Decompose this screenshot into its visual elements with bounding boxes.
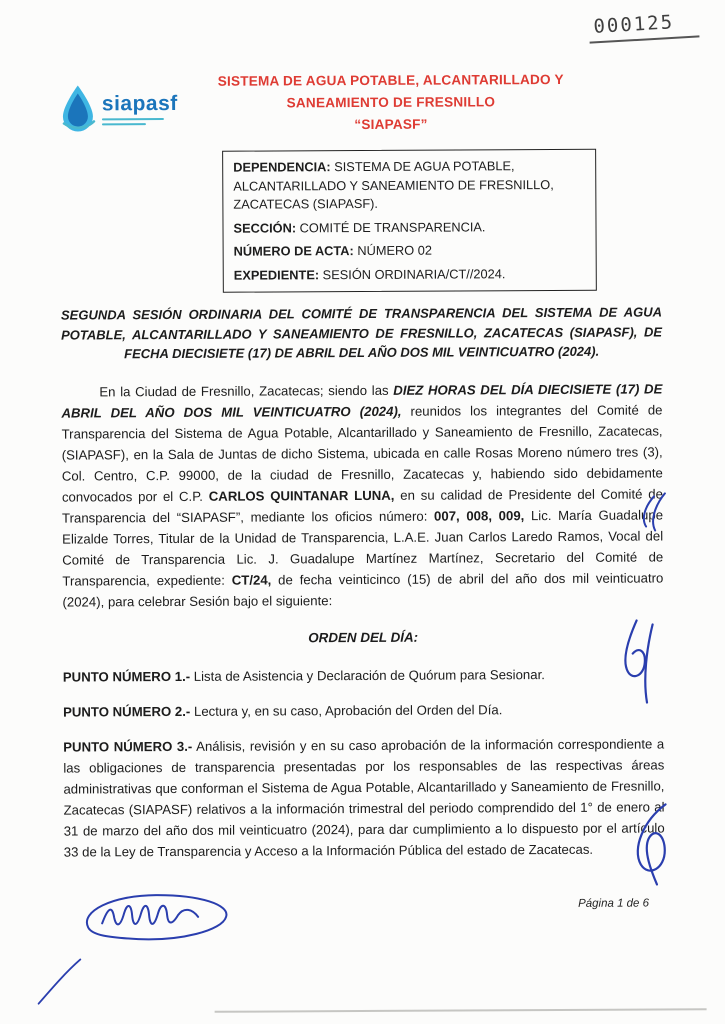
orden-del-dia-heading: ORDEN DEL DÍA:	[308, 629, 419, 645]
intro-text: en su calidad de Presidente del Comité de Transparencia del “SIAPASF”, mediante los oficios número:	[61, 485, 663, 526]
info-value: COMITÉ DE TRANSPARENCIA.	[296, 218, 486, 235]
siapasf-logo	[58, 77, 178, 142]
punto-label: PUNTO NÚMERO 2.-	[63, 703, 191, 720]
document-body	[61, 302, 665, 876]
info-label: EXPEDIENTE:	[233, 266, 320, 283]
intro-text: Lic. María Guadalupe Elizalde Torres, Titular de la Unidad de Transparencia, L.A.E. Juan Carlos Laredo Ramos, Vocal del Comité de Transparencia Lic. J. Guadalupe Martínez Martínez, Secretario del Comité de Transparencia, expediente:	[62, 506, 664, 589]
intro-text: de fecha veinticinco (15) de abril del año dos mil veinticuatro (2024), para celebrar Sesión bajo el siguiente:	[62, 569, 664, 610]
punto-text: Lista de Asistencia y Declaración de Quórum para Sesionar.	[190, 666, 545, 684]
logo-brand-text: siapasf	[101, 91, 178, 116]
punto-text: Análisis, revisión y en su caso aprobación de la información correspondiente a las obligaciones de transparencia presentadas por los responsables de las respectivas áreas administrativas que conforman el Sistema de Agua Potable, Alcantarillado y Saneamiento de Fresnillo, Zacatecas (SIAPASF) relativos a la información trimestral del periodo comprendido del 1° de enero al 31 de marzo del año dos mil veinticuatro (2024), para dar cumplimiento a lo dispuesto por el artículo 33 de la Ley de Transparencia y Acceso a la Información Pública del estado de Zacatecas.	[63, 735, 665, 860]
ink-mark	[30, 951, 90, 1011]
expediente-bold: CT/24,	[231, 571, 272, 588]
document-title	[166, 69, 616, 137]
punto-label: PUNTO NÚMERO 3.-	[63, 738, 193, 755]
punto-label: PUNTO NÚMERO 1.-	[62, 668, 191, 685]
intro-paragraph	[61, 378, 663, 612]
folio-stamp-number: 000125	[592, 11, 675, 38]
info-box	[222, 149, 597, 293]
punto-item-2	[63, 698, 664, 722]
title-line-2: SANEAMIENTO DE FRESNILLO	[286, 94, 496, 111]
title-line-1: SISTEMA DE AGUA POTABLE, ALCANTARILLADO Y	[217, 71, 564, 89]
info-value: SESIÓN ORDINARIA/CT//2024.	[319, 265, 506, 282]
info-label: NÚMERO DE ACTA:	[233, 243, 354, 259]
president-name-bold: CARLOS QUINTANAR LUNA,	[208, 487, 395, 504]
info-value: NÚMERO 02	[353, 242, 433, 259]
ink-signature	[72, 887, 247, 950]
intro-datetime-bold: DIEZ HORAS DEL DÍA DIECISIETE (17) DE ABRIL DEL AÑO DOS MIL VEINTICUATRO (2024),	[61, 380, 663, 421]
info-row-dependencia	[233, 157, 585, 214]
punto-item-3	[63, 733, 665, 862]
info-label: DEPENDENCIA:	[233, 159, 331, 175]
info-row-expediente	[234, 264, 586, 284]
oficio-numbers-bold: 007, 008, 009,	[433, 507, 525, 524]
water-drop-icon	[58, 83, 98, 135]
info-row-numero-de-acta	[234, 241, 586, 261]
session-heading: SEGUNDA SESIÓN ORDINARIA DEL COMITÉ DE TRANSPARENCIA DEL SISTEMA DE AGUA POTABLE, ALCANTARILLADO Y SANEAMIENTO DE FRESNILLO, ZACATECAS (SIAPASF), DE FECHA DIECISIETE (17) DE ABRIL DEL AÑO DOS MIL VEINTICUATRO (2024).	[60, 304, 663, 362]
info-label: SECCIÓN:	[233, 219, 297, 236]
info-row-seccion	[233, 217, 585, 237]
page-number: Página 1 de 6	[578, 897, 650, 910]
intro-text: En la Ciudad de Fresnillo, Zacatecas; siendo las	[99, 382, 394, 399]
punto-text: Lectura y, en su caso, Aprobación del Orden del Día.	[190, 701, 503, 719]
intro-text: reunidos los integrantes del Comité de Transparencia del Sistema de Agua Potable, Alcantarillado y Saneamiento de Fresnillo, Zacatecas, (SIAPASF), en la Sala de Juntas de dicho Sistema, ubicada en calle Rosas Moreno número tres (3), Col. Centro, C.P. 99000, de la ciudad de Fresnillo, Zacatecas y, habiendo sido debidamente convocados por el C.P.	[61, 401, 663, 505]
scan-edge-artifact	[215, 1008, 707, 1013]
title-line-3: “SIAPASF”	[354, 116, 428, 133]
info-value: SISTEMA DE AGUA POTABLE, ALCANTARILLADO Y SANEAMIENTO DE FRESNILLO, ZACATECAS (SIAPASF).	[233, 158, 554, 212]
punto-item-1	[63, 663, 664, 687]
